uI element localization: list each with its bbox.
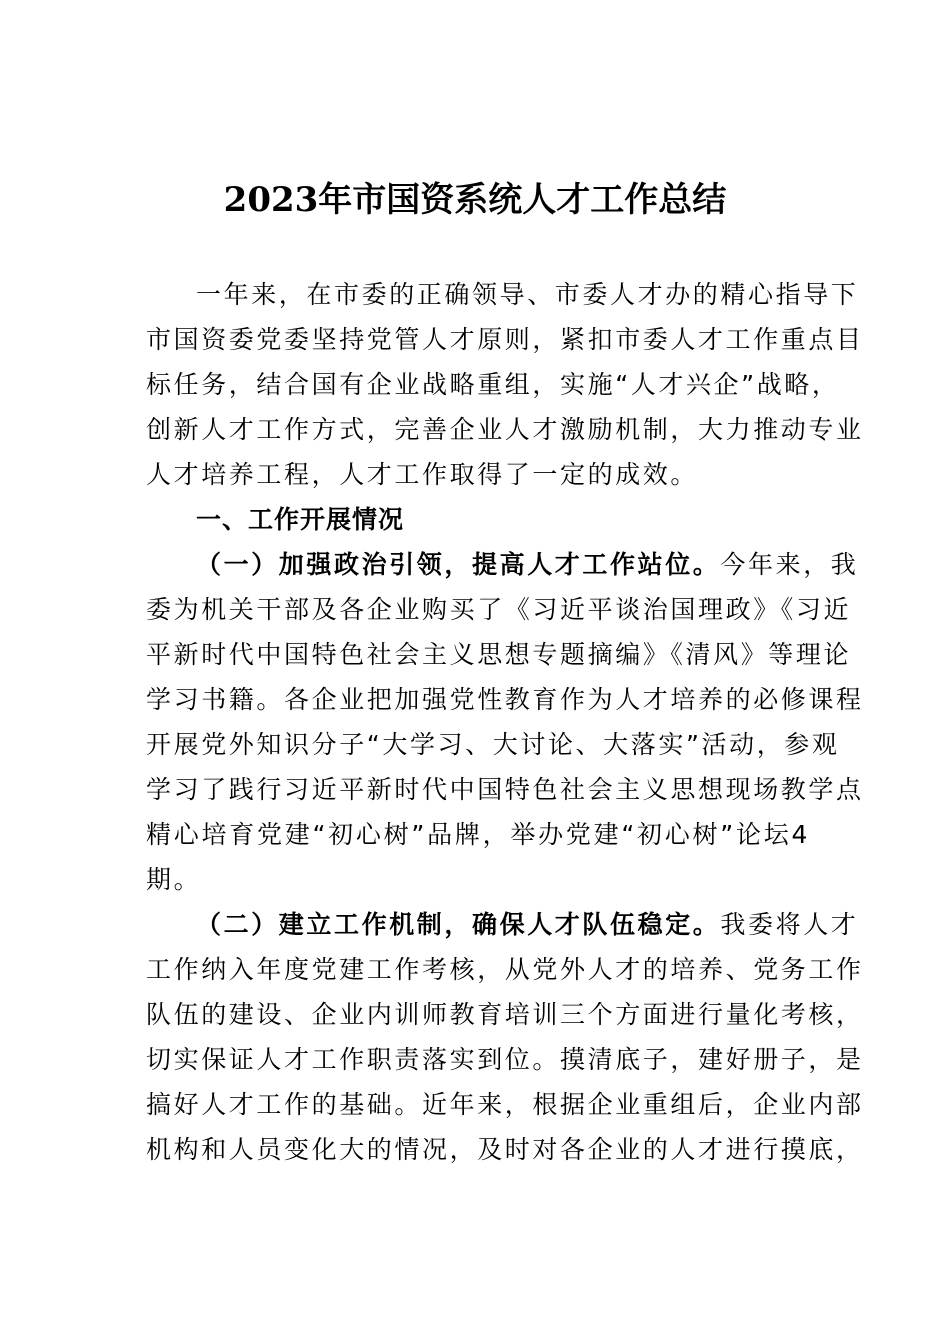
text-line [146,542,859,587]
text-line: 开展党外知识分子“大学习、大讨论、大落实”活动，参观 [146,730,840,759]
subsection-2-paragraph [146,902,864,1172]
subsection-1-paragraph [146,542,864,902]
text-line: 市国资委党委坚持党管人才原则，紧扣市委人才工作重点目 [146,325,864,354]
text-fragment: 我委将人才 [720,910,859,939]
text-line: 学习书籍。各企业把加强党性教育作为人才培养的必修课程 [146,685,864,714]
text-line: 人才培养工程，人才工作取得了一定的成效。 [146,460,699,489]
intro-paragraph [146,272,864,497]
document-body [146,272,864,1172]
text-line: 一年来，在市委的正确领导、市委人才办的精心指导下 [196,280,859,309]
text-line: 队伍的建设、企业内训师教育培训三个方面进行量化考核， [146,1000,864,1029]
text-line: 切实保证人才工作职责落实到位。摸清底子，建好册子，是 [146,1045,864,1074]
text-line: 标任务，结合国有企业战略重组，实施“人才兴企”战略， [146,370,840,399]
text-line: 委为机关干部及各企业购买了《习近平谈治国理政》《习近 [146,595,852,624]
text-line: 期。 [146,865,202,894]
text-line: 工作纳入年度党建工作考核，从党外人才的培养、党务工作 [146,955,864,984]
subsection-lead: （二）建立工作机制，确保人才队伍稳定。 [196,910,721,939]
text-line: 学习了践行习近平新时代中国特色社会主义思想现场教学点 [146,775,864,804]
document-title: 2023年市国资系统人才工作总结 [223,180,727,220]
text-line: 创新人才工作方式，完善企业人才激励机制，大力推动专业 [146,415,864,444]
text-line: 机构和人员变化大的情况，及时对各企业的人才进行摸底， [146,1135,864,1164]
text-line [146,902,859,947]
text-line: 平新时代中国特色社会主义思想专题摘编》《清风》等理论 [146,640,852,669]
section-heading: 一、工作开展情况 [196,505,405,534]
text-line: 精心培育党建“初心树”品牌，举办党建“初心树”论坛4 [146,820,810,849]
text-fragment: 今年来，我 [720,550,859,579]
text-line: 搞好人才工作的基础。近年来，根据企业重组后，企业内部 [146,1090,864,1119]
subsection-lead: （一）加强政治引领，提高人才工作站位。 [196,550,721,579]
